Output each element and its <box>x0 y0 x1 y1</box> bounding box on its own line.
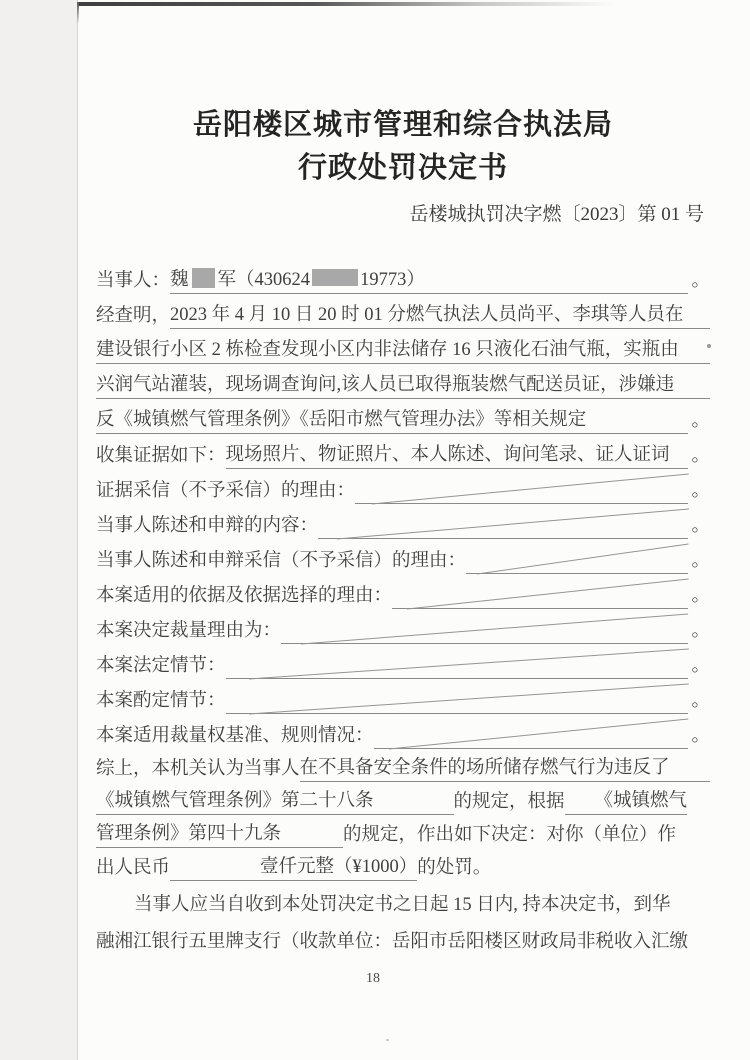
field-label: 本案酌定情节： <box>96 691 226 711</box>
decision-filled-1: 在不具备安全条件的场所储存燃气行为违反了 <box>300 753 710 782</box>
redaction-block <box>192 268 215 288</box>
investigation-line-4 <box>96 399 710 434</box>
void-slash <box>372 474 689 504</box>
line-period: 。 <box>691 726 710 746</box>
decision-filled-3: 管理条例》第四十九条 <box>96 819 281 848</box>
decision-plain-3: 的规定，作出如下决定：对你（单位）作 <box>343 825 677 845</box>
evidence-line <box>96 434 710 469</box>
scanned-page <box>77 0 750 1060</box>
penalty-amount: 壹仟元整（¥1000） <box>260 852 417 881</box>
party-givenname: 军 <box>217 270 237 290</box>
line-period: 。 <box>691 446 710 466</box>
agency-title: 岳阳楼区城市管理和综合执法局 <box>192 109 613 141</box>
payment-text-2: 融湘江银行五里牌支行（收款单位：岳阳市岳阳楼区财政局非税收入汇缴 <box>96 932 689 952</box>
blank-underline <box>374 722 689 749</box>
blank-underline <box>565 788 595 815</box>
void-slash <box>301 614 688 644</box>
decision-filled-2: 《城镇燃气管理条例》第二十八条 <box>96 786 374 815</box>
evidence-value: 现场照片、物证照片、本人陈述、询问笔录、证人证词 <box>226 440 689 469</box>
blank-underline <box>392 582 688 609</box>
decision-line-1 <box>96 749 710 782</box>
investigation-text-1: 2023 年 4 月 10 日 20 时 01 分燃气执法人员尚平、李琪等人员在 <box>170 300 710 329</box>
void-slash <box>249 649 689 679</box>
field-label: 证据采信（不予采信）的理由： <box>96 481 356 501</box>
id-number-suffix: 19773） <box>360 270 425 290</box>
party-label: 当事人： <box>96 271 171 291</box>
decision-plain-1: 综上，本机关认为当事人 <box>96 759 300 779</box>
document-body <box>96 259 710 987</box>
void-slash <box>249 684 689 714</box>
blank-field-row <box>96 504 710 539</box>
party-value <box>170 265 688 294</box>
line-period: 。 <box>691 656 710 676</box>
blank-underline <box>226 652 689 679</box>
payment-line-2 <box>96 918 710 955</box>
line-period: 。 <box>691 691 710 711</box>
line-period: 。 <box>691 411 710 431</box>
party-surname: 魏 <box>170 270 189 290</box>
line-period: 。 <box>691 621 710 641</box>
blank-underline <box>374 788 454 815</box>
blank-field-row <box>96 574 710 609</box>
void-slash <box>337 509 689 539</box>
field-label: 当事人陈述和申辩采信（不予采信）的理由： <box>96 551 467 571</box>
field-label: 本案决定裁量理由为： <box>96 621 282 641</box>
field-label: 本案法定情节： <box>96 656 226 676</box>
blank-underline <box>355 477 688 504</box>
line-period: 。 <box>691 586 710 606</box>
line-period: 。 <box>691 516 710 536</box>
line-period: 。 <box>691 551 710 571</box>
doc-type-title: 行政处罚决定书 <box>297 152 508 184</box>
blank-underline <box>281 821 343 848</box>
payment-line-1 <box>96 881 710 918</box>
field-label: 当事人陈述和申辩的内容： <box>96 516 319 536</box>
decision-filled-2b: 《城镇燃气 <box>595 786 688 815</box>
decision-line-4 <box>96 848 710 881</box>
blank-underline <box>226 687 689 714</box>
blank-underline <box>281 617 688 644</box>
void-slash <box>389 719 688 749</box>
blank-underline <box>318 512 688 539</box>
blank-field-row <box>96 679 710 714</box>
investigation-text-3: 兴润气站灌装，现场调查询问,该人员已取得瓶装燃气配送员证，涉嫌违 <box>96 370 710 399</box>
investigation-text-2: 建设银行小区 2 栋检查发现小区内非法储存 16 只液化石油气瓶，实瓶由 <box>96 335 710 364</box>
scan-speck <box>386 1039 389 1041</box>
investigation-line-1 <box>96 294 710 329</box>
blank-field-row <box>96 714 710 749</box>
line-period: 。 <box>691 481 710 501</box>
document-header <box>96 104 710 190</box>
blank-field-row <box>96 539 710 574</box>
decision-plain-2: 的规定，根据 <box>453 792 565 812</box>
investigation-text-4: 反《城镇燃气管理条例》《岳阳市燃气管理办法》等相关规定 <box>96 405 688 434</box>
doc-number: 岳楼城执罚决字燃〔2023〕第 01 号 <box>409 204 704 225</box>
void-slash <box>407 579 689 609</box>
decision-line-3 <box>96 815 710 848</box>
redaction-block <box>312 269 358 286</box>
blank-underline <box>466 547 688 574</box>
void-slash <box>477 544 688 574</box>
investigation-line-2 <box>96 329 710 364</box>
blank-field-row <box>96 644 710 679</box>
blank-underline <box>170 854 260 881</box>
scan-corner-shadow <box>77 2 79 24</box>
scan-speck <box>707 344 711 348</box>
investigation-line-3 <box>96 364 710 399</box>
party-line <box>96 259 710 294</box>
document-content <box>96 0 710 1060</box>
page-number: 18 <box>366 971 380 986</box>
blank-field-row <box>96 609 710 644</box>
payment-text-1: 当事人应当自收到本处罚决定书之日起 15 日内, 持本决定书，到华 <box>134 895 671 915</box>
evidence-label: 收集证据如下： <box>96 446 226 466</box>
blank-field-row <box>96 469 710 504</box>
field-label: 本案适用裁量权基准、规则情况： <box>96 726 374 746</box>
penalty-suffix: 的处罚。 <box>417 858 492 878</box>
penalty-prefix: 出人民币 <box>96 858 171 878</box>
id-number-prefix: （430624 <box>236 270 311 290</box>
decision-line-2 <box>96 782 710 815</box>
field-label: 本案适用的依据及依据选择的理由： <box>96 586 393 606</box>
line-period: 。 <box>691 271 710 291</box>
investigation-label: 经查明， <box>96 306 171 326</box>
